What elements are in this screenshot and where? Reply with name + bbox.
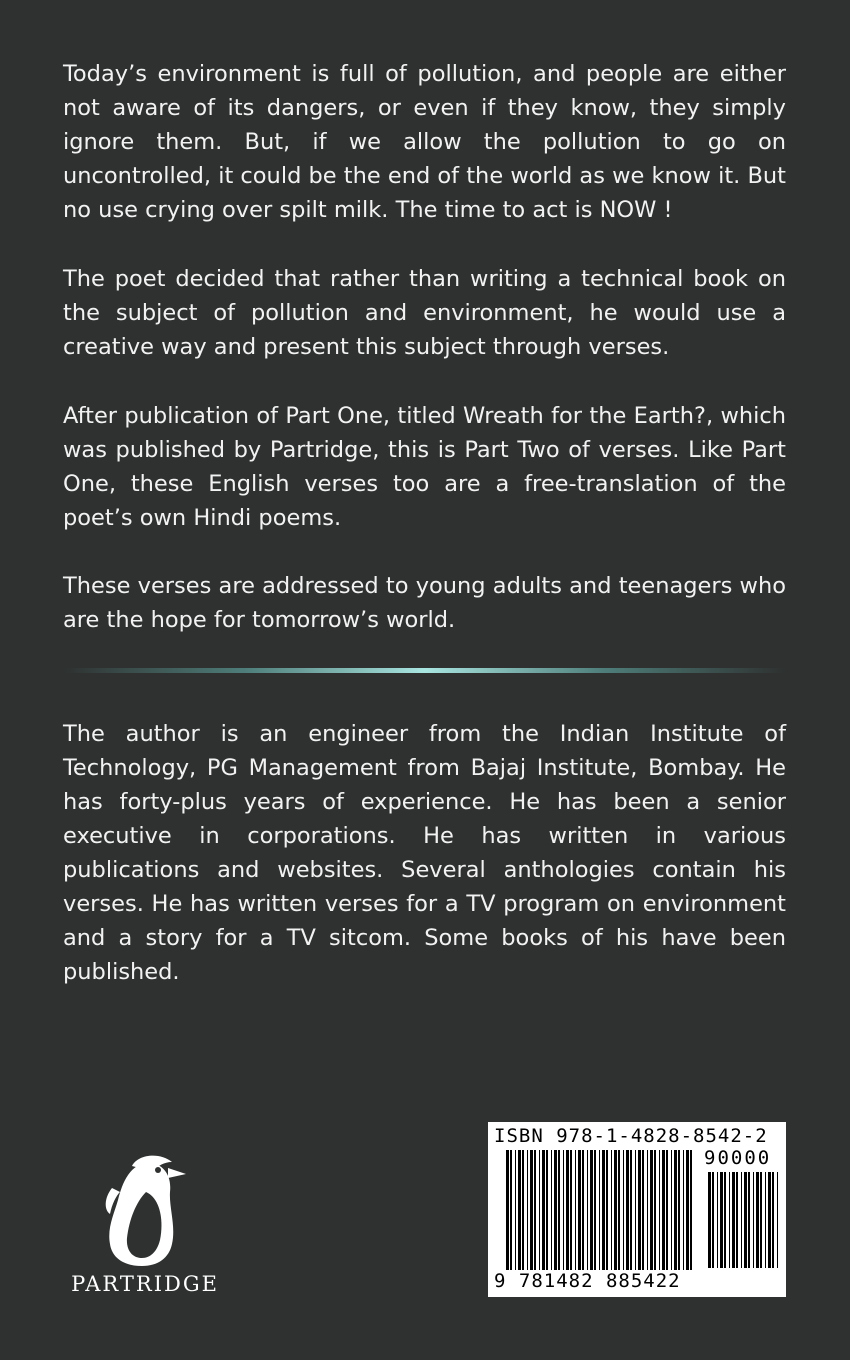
barcode-bar bbox=[587, 1150, 588, 1270]
barcode-bar bbox=[530, 1150, 533, 1270]
blurb-paragraph-4: These verses are addressed to young adults and teenagers who are the hope for tomorrow’s world. bbox=[63, 573, 786, 633]
barcode-bar bbox=[729, 1172, 730, 1268]
isbn-barcode bbox=[488, 1122, 786, 1297]
blurb-paragraph-3: After publication of Part One, titled Wreath for the Earth?, which was published by Partridge, this is Part Two of verses. Like Part One, these English verses too are a free-translation of the poet’s own Hindi poems. bbox=[63, 403, 786, 531]
barcode-addon-bars bbox=[708, 1172, 780, 1268]
barcode-bar bbox=[724, 1172, 726, 1268]
barcode-bar bbox=[554, 1150, 557, 1270]
barcode-bar bbox=[678, 1150, 680, 1270]
publisher-logo bbox=[60, 1148, 230, 1303]
barcode-bar bbox=[626, 1150, 629, 1270]
barcode-bar bbox=[582, 1150, 584, 1270]
barcode-bar bbox=[539, 1150, 540, 1270]
barcode-bar bbox=[522, 1150, 524, 1270]
barcode-bar bbox=[546, 1150, 548, 1270]
barcode-bar bbox=[602, 1150, 605, 1270]
barcode-bar bbox=[642, 1150, 644, 1270]
barcode-bar bbox=[614, 1150, 617, 1270]
barcode-bar bbox=[666, 1150, 668, 1270]
barcode-bar bbox=[756, 1172, 759, 1268]
barcode-bar bbox=[753, 1172, 754, 1268]
barcode-bar bbox=[690, 1150, 692, 1270]
author-bio: The author is an engineer from the Indian Institute of Technology, PG Management from Bajaj Institute, Bombay. He has forty-plus years of experience. He has been a senior executive in corporations. He has written in various publications and websites. Several anthologies contain his verses. He has written verses for a TV program on environment and a story for a TV sitcom. Some books of his have been published. bbox=[63, 721, 786, 985]
barcode-bar bbox=[566, 1150, 569, 1270]
barcode-bar bbox=[741, 1172, 742, 1268]
barcode-bar bbox=[635, 1150, 636, 1270]
barcode-bar bbox=[671, 1150, 672, 1270]
isbn-label: ISBN 978-1-4828-8542-2 bbox=[494, 1125, 768, 1147]
section-divider bbox=[63, 668, 786, 673]
barcode-bar bbox=[575, 1150, 576, 1270]
barcode-bar bbox=[590, 1150, 593, 1270]
barcode-bar bbox=[777, 1172, 778, 1268]
penguin-icon bbox=[102, 1148, 188, 1268]
barcode-bar bbox=[518, 1150, 521, 1270]
barcode-bar bbox=[542, 1150, 545, 1270]
barcode-bar bbox=[772, 1172, 774, 1268]
barcode-bar bbox=[630, 1150, 632, 1270]
publisher-name: PARTRIDGE bbox=[71, 1272, 219, 1296]
barcode-bar bbox=[768, 1172, 771, 1268]
barcode-bar bbox=[654, 1150, 656, 1270]
barcode-bar bbox=[578, 1150, 581, 1270]
barcode-bar bbox=[611, 1150, 612, 1270]
barcode-bar bbox=[674, 1150, 677, 1270]
barcode-bars bbox=[506, 1150, 696, 1270]
barcode-bar bbox=[606, 1150, 608, 1270]
barcode-bar bbox=[765, 1172, 766, 1268]
barcode-bar bbox=[736, 1172, 738, 1268]
barcode-bar bbox=[712, 1172, 714, 1268]
barcode-bar bbox=[534, 1150, 536, 1270]
barcode-bar bbox=[515, 1150, 516, 1270]
barcode-bar bbox=[527, 1150, 528, 1270]
barcode-bar bbox=[551, 1150, 552, 1270]
blurb-paragraph-2: The poet decided that rather than writing a technical book on the subject of pollution and environment, he would use a creative way and present this subject through verses. bbox=[63, 266, 786, 360]
barcode-bar bbox=[659, 1150, 660, 1270]
barcode-bar bbox=[748, 1172, 750, 1268]
barcode-bar bbox=[638, 1150, 641, 1270]
barcode-bar bbox=[683, 1150, 684, 1270]
barcode-bar bbox=[662, 1150, 665, 1270]
barcode-bar bbox=[506, 1150, 509, 1270]
barcode-bar bbox=[599, 1150, 600, 1270]
barcode-bar bbox=[708, 1172, 711, 1268]
blurb-paragraph-1: Today’s environment is full of pollution, and people are either not aware of its dangers, or even if they know, they simply ignore them. But, if we allow the pollution to go on uncontrolled, it could be the end of the world as we know it. But no use crying over spilt milk. The time to act is NOW ! bbox=[63, 61, 786, 223]
barcode-bar bbox=[720, 1172, 723, 1268]
barcode-bar bbox=[623, 1150, 624, 1270]
barcode-bar bbox=[563, 1150, 564, 1270]
ean-digits: 9 781482 885422 bbox=[494, 1270, 681, 1292]
barcode-bar bbox=[717, 1172, 718, 1268]
barcode-bar bbox=[760, 1172, 762, 1268]
barcode-bar bbox=[510, 1150, 512, 1270]
barcode-bar bbox=[650, 1150, 653, 1270]
barcode-bar bbox=[744, 1172, 747, 1268]
barcode-bar bbox=[594, 1150, 596, 1270]
barcode-bar bbox=[686, 1150, 689, 1270]
barcode-bar bbox=[570, 1150, 572, 1270]
barcode-bar bbox=[618, 1150, 620, 1270]
barcode-bar bbox=[558, 1150, 560, 1270]
barcode-bar bbox=[647, 1150, 648, 1270]
barcode-bar bbox=[732, 1172, 735, 1268]
barcode-addon-digits: 90000 bbox=[704, 1147, 772, 1169]
